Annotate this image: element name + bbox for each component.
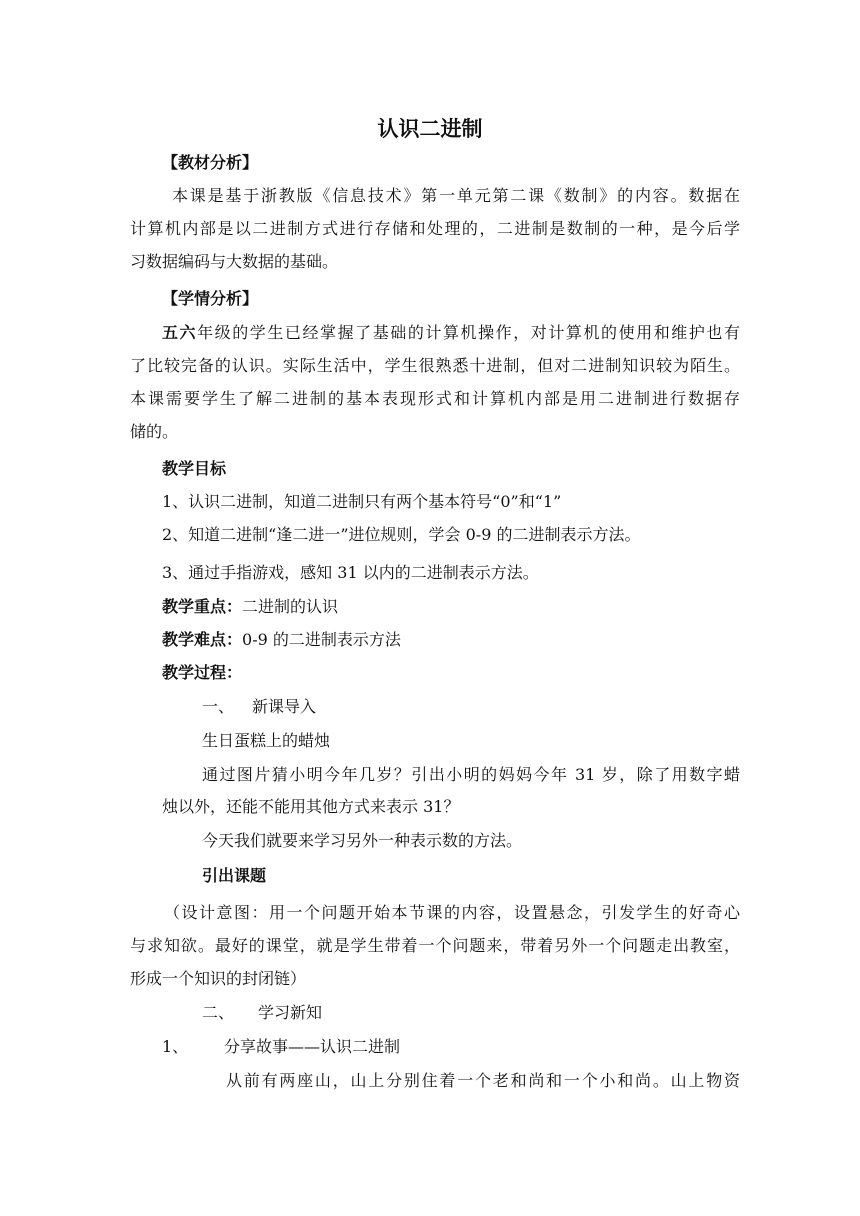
goal-item: 2、知道二进制“逢二进一”进位规则，学会 0-9 的二进制表示方法。: [162, 525, 641, 544]
paragraph-line: 今天我们就要来学习另外一种表示数的方法。: [202, 831, 523, 850]
paragraph-line: 习数据编码与大数据的基础。: [130, 252, 339, 271]
key-point-label: 教学重点：: [162, 597, 243, 616]
key-point-text: 二进制的认识: [242, 597, 339, 616]
paragraph-line: 了比较完备的认识。实际生活中，学生很熟悉十进制，但对二进制知识较为陌生。: [130, 356, 740, 375]
design-intent-line: 形成一个知识的封闭链）: [130, 969, 307, 988]
goal-item: 1、认识二进制，知道二进制只有两个基本符号“0”和“1”: [162, 492, 562, 511]
process-step-title: 学习新知: [258, 1003, 323, 1022]
sub-item-title: 分享故事——认识二进制: [224, 1037, 401, 1056]
section-heading-student-analysis: 【学情分析】: [162, 289, 259, 308]
paragraph-line: 储的。: [130, 422, 179, 441]
paragraph-line: 通过图片猜小明今年几岁？引出小明的妈妈今年 31 岁，除了用数字蜡: [202, 765, 740, 784]
paragraph-line: [162, 323, 740, 343]
goal-item: 3、通过手指游戏，感知 31 以内的二进制表示方法。: [162, 563, 539, 582]
sub-item-number: 1、: [162, 1037, 189, 1056]
grade-emphasis: 五六: [162, 323, 198, 342]
topic-heading: 引出课题: [202, 866, 267, 885]
process-step-number: 二、: [202, 1003, 235, 1022]
paragraph-line: 烛以外，还能不能用其他方式来表示 31？: [162, 797, 460, 816]
difficulty-text: 0-9 的二进制表示方法: [242, 630, 401, 649]
design-intent-line: 与求知欲。最好的课堂，就是学生带着一个问题来，带着另外一个问题走出教室，: [130, 936, 740, 955]
section-heading-teaching-goals: 教学目标: [162, 459, 227, 478]
paragraph-line: 本课需要学生了解二进制的基本表现形式和计算机内部是用二进制进行数据存: [130, 389, 740, 408]
paragraph-line: 本课是基于浙教版《信息技术》第一单元第二课《数制》的内容。数据在: [172, 186, 740, 205]
page-title: 认识二进制: [377, 117, 483, 141]
paragraph-text: 年级的学生已经掌握了基础的计算机操作，对计算机的使用和维护也有: [197, 323, 740, 342]
teaching-key-point: [162, 597, 772, 617]
teaching-difficulty: [162, 630, 772, 650]
process-step-title: 新课导入: [252, 697, 317, 716]
paragraph-line: 计算机内部是以二进制方式进行存储和处理的，二进制是数制的一种，是今后学: [130, 219, 740, 238]
process-step-number: 一、: [202, 697, 235, 716]
paragraph-line: 从前有两座山，山上分别住着一个老和尚和一个小和尚。山上物资: [226, 1071, 740, 1090]
difficulty-label: 教学难点：: [162, 630, 243, 649]
section-heading-textbook-analysis: 【教材分析】: [162, 153, 259, 172]
section-heading-teaching-process: 教学过程：: [162, 663, 243, 682]
paragraph-line: 生日蛋糕上的蜡烛: [202, 731, 331, 750]
design-intent-line: （设计意图：用一个问题开始本节课的内容，设置悬念，引发学生的好奇心: [164, 903, 740, 922]
